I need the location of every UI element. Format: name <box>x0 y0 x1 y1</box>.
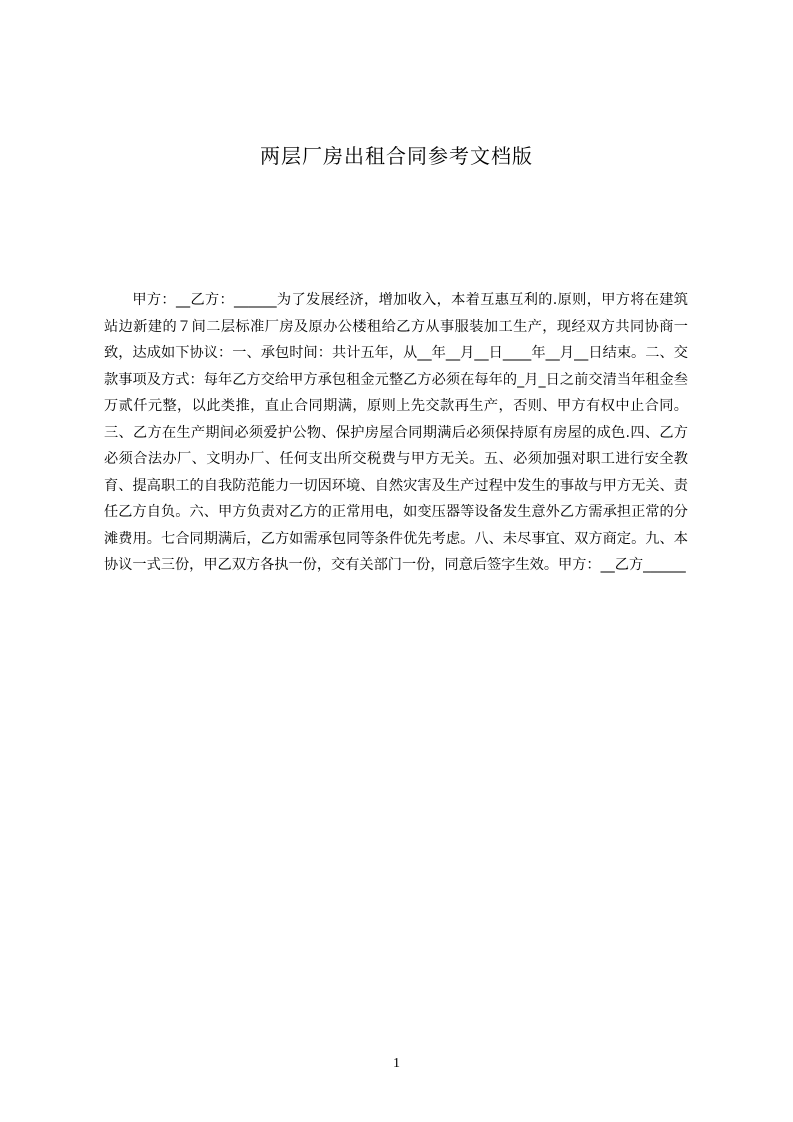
document-title: 两层厂房出租合同参考文档版 <box>260 144 533 168</box>
page-number: 1 <box>393 1056 400 1071</box>
contract-body-text: 甲方：__乙方：______为了发展经济，增加收入，本着互惠互利的.原则，甲方将在建筑站边新建的７间二层标准厂房及原办公楼租给乙方从事服装加工生产，现经双方共同协商一致，达成如下协议：一、承包时间：共计五年，从__年__月__日____年__月__日结束。二、交款事项及方式：每年乙方交给甲方承包租金元整乙方必须在每年的_月_日之前交清当年租金叁万贰仟元整，以此类推，直止合同期满，原则上先交款再生产，否则、甲方有权中止合同。三、乙方在生产期间必须爱护公物、保护房屋合同期满后必须保持原有房屋的成色.四、乙方必须合法办厂、文明办厂、任何支出所交税费与甲方无关。五、必须加强对职工进行安全教育、提高职工的自我防范能力一切因环境、自然灾害及生产过程中发生的事故与甲方无关、责任乙方自负。六、甲方负责对乙方的正常用电，如变压器等设备发生意外乙方需承担正常的分滩费用。七合同期满后，乙方如需承包同等条件优先考虑。八、未尽事宜、双方商定。九、本协议一式三份，甲乙双方各执一份，交有关部门一份，同意后签字生效。甲方：__乙方______ <box>104 292 688 573</box>
